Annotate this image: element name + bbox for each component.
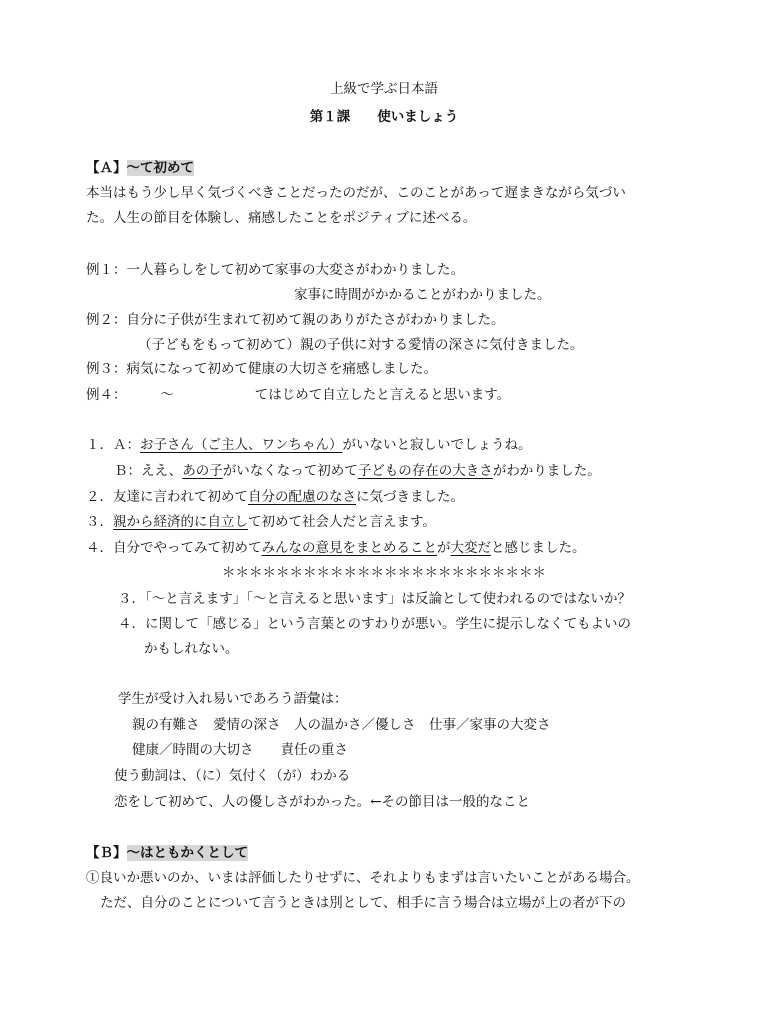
question-1b: [114, 461, 601, 481]
section-a-pattern: ～て初めて: [126, 160, 194, 176]
question-1a: [86, 435, 532, 455]
question-4-underlined-1: みんなの意見をまとめること: [261, 540, 437, 556]
question-2-suffix: に気づきました。: [356, 489, 464, 505]
vocab-line-1: 親の有難さ 愛情の深さ 人の温かさ／優しさ 仕事／家事の大変さ: [132, 717, 551, 733]
example-1a: 例１：一人暮らしをして初めて家事の大変さがわかりました。: [86, 262, 464, 278]
section-b-line-1: ①良いか悪いのか、いまは評価したりせずに、それよりもまずは言いたいことがある場合。: [86, 870, 640, 886]
example-sentence: 恋をして初めて、人の優しさがわかった。←その節目は一般的なこと: [114, 794, 531, 810]
section-b-line-2: ただ、自分のことについて言うときは別として、相手に言う場合は立場が上の者が下の: [100, 895, 626, 911]
verbs-line: 使う動詞は、（に）気付く（が）わかる: [114, 768, 351, 784]
question-3-prefix: ３．: [86, 514, 113, 530]
question-1a-underlined: お子さん（ご主人、ワンちゃん）: [140, 437, 343, 453]
question-1b-underlined-1: あの子: [182, 463, 223, 479]
example-3: 例３：病気になって初めて健康の大切さを痛感しました。: [86, 361, 437, 377]
section-b-label: 【Ｂ】: [86, 845, 127, 861]
question-3: [86, 512, 436, 532]
vocab-line-2: 健康／時間の大切さ 責任の重さ: [132, 742, 348, 758]
question-2: [86, 487, 464, 507]
question-1b-suffix: がわかりました。: [492, 463, 601, 479]
question-3-underlined: 親から経済的に自立し: [113, 514, 248, 530]
section-a-desc-1: 本当はもう少し早く気づくべきことだったのだが、このことがあって遅まきながら気づい: [86, 185, 626, 201]
section-a-desc-2: た。人生の節目を体験し、痛感したことをポジティブに述べる。: [86, 210, 477, 226]
section-a-heading: [86, 158, 194, 178]
section-b-heading: [86, 843, 248, 863]
example-4: 例４： ～ てはじめて自立したと言えると思います。: [86, 387, 511, 403]
section-a-label: 【Ａ】: [86, 160, 127, 176]
question-1b-underlined-2: 子どもの存在の大きさ: [357, 463, 493, 479]
question-4: [86, 538, 586, 558]
example-2b: （子どもをもって初めて）親の子供に対する愛情の深さに気付きました。: [138, 337, 584, 353]
question-1a-prefix: １．Ａ：: [86, 437, 140, 453]
question-4-suffix: と感じました。: [491, 540, 586, 556]
example-2a: 例２：自分に子供が生まれて初めて親のありがたさがわかりました。: [86, 312, 505, 328]
question-2-prefix: ２．友達に言われて初めて: [86, 489, 248, 505]
vocab-title: 学生が受け入れ易いであろう語彙は：: [118, 691, 348, 707]
note-4a: ４．に関して「感じる」という言葉とのすわりが悪い。学生に提示しなくてもよいの: [118, 616, 631, 632]
question-2-underlined: 自分の配慮のなさ: [248, 489, 356, 505]
note-4b: かもしれない。: [144, 641, 239, 657]
question-4-underlined-2: 大変だ: [450, 540, 491, 556]
section-b-pattern: ～はともかくとして: [126, 845, 248, 861]
question-3-suffix: て初めて社会人だと言えます。: [248, 514, 436, 530]
lesson-title: 第１課 使いましょう: [309, 109, 459, 125]
note-3: ３．「～と言えます」「～と言えると思います」は反論として使われるのではないか？: [118, 591, 631, 607]
question-4-prefix: ４．自分でやってみて初めて: [86, 540, 262, 556]
question-1a-suffix: がいないと寂しいでしょうね。: [342, 437, 532, 453]
question-1b-prefix: Ｂ：ええ、: [114, 463, 183, 479]
doc-title: 上級で学ぶ日本語: [330, 81, 438, 97]
question-1b-middle: がいなくなって初めて: [222, 463, 358, 479]
question-4-middle: が: [437, 540, 451, 556]
example-1b: 家事に時間がかかることがわかりました。: [294, 287, 551, 303]
separator-stars: ＊＊＊＊＊＊＊＊＊＊＊＊＊＊＊＊＊＊＊＊＊＊＊＊: [222, 565, 546, 581]
